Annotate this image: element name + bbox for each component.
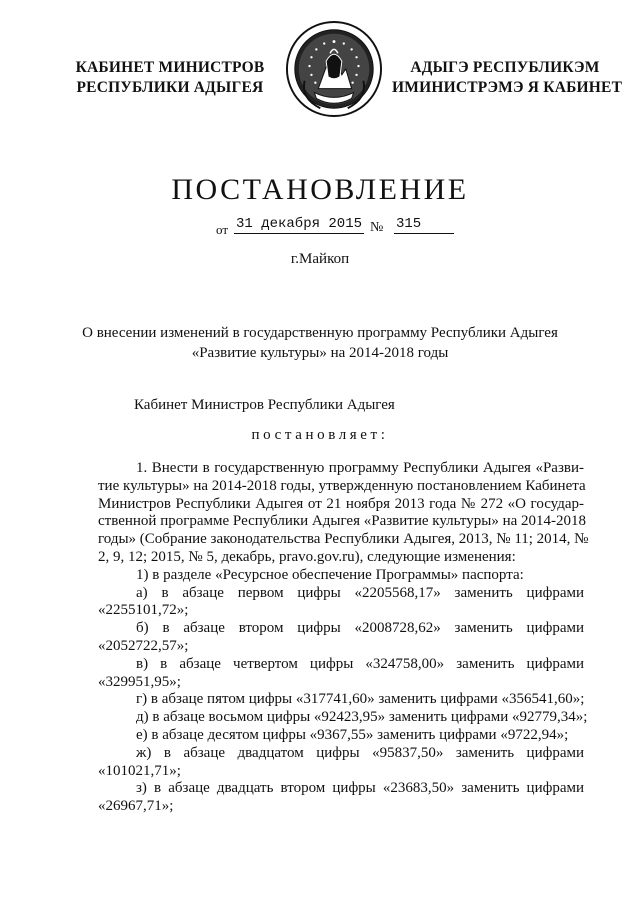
decree-word: постановляет: xyxy=(251,427,389,443)
body-text-line: Министров Республики Адыгея от 21 ноября 2013 года № 272 «О государ- xyxy=(98,495,584,512)
body-text-line: «2255101,72»; xyxy=(98,602,189,619)
header-left-line-2: РЕСПУБЛИКИ АДЫГЕЯ xyxy=(76,79,264,96)
body-text-line: годы» (Собрание законодательства Республики Адыгея, 2013, № 11; 2014, № xyxy=(98,531,589,548)
city-name: г.Майкоп xyxy=(290,251,350,267)
body-text-line: ственной программе Республики Адыгея «Развитие культуры» на 2014-2018 xyxy=(98,513,587,530)
body-text-line: тие культуры» на 2014-2018 годы, утвержденную постановлением Кабинета xyxy=(98,477,586,494)
header-right-line-2: ИМИНИСТРЭМЭ Я КАБИНЕТ xyxy=(392,79,623,96)
date-prefix: от xyxy=(216,222,229,237)
body-text-line: в) в абзаце четвертом цифры «324758,00» заменить цифрами xyxy=(136,655,584,672)
document-subject xyxy=(60,323,580,363)
header-right-org xyxy=(392,58,623,98)
body-text-line: 2, 9, 12; 2015, № 5, декабрь, pravo.gov.ru), следующие изменения: xyxy=(98,548,516,565)
body-text-line: а) в абзаце первом цифры «2205568,17» заменить цифрами xyxy=(136,584,584,601)
header-right-line-1: АДЫГЭ РЕСПУБЛИКЭМ xyxy=(410,59,600,76)
document-number: 315 xyxy=(394,216,454,234)
document-body xyxy=(98,460,589,816)
header-left-line-1: КАБИНЕТ МИНИСТРОВ xyxy=(75,59,265,76)
number-prefix: № xyxy=(370,220,384,235)
body-text-line: б) в абзаце втором цифры «2008728,62» заменить цифрами xyxy=(136,620,584,637)
date-number-line xyxy=(216,216,456,238)
issuing-body: Кабинет Министров Республики Адыгея xyxy=(134,397,395,413)
body-text-line: «26967,71»; xyxy=(98,798,174,815)
header-left-org xyxy=(72,58,268,98)
body-text-line: з) в абзаце двадцать втором цифры «23683,50» заменить цифрами xyxy=(136,780,584,797)
document-date: 31 декабря 2015 xyxy=(235,216,363,232)
body-text-line: 1) в разделе «Ресурсное обеспечение Программы» паспорта: xyxy=(136,566,524,583)
body-text-line: д) в абзаце восьмом цифры «92423,95» заменить цифрами «92779,34»; xyxy=(136,709,588,726)
body-text-line: «329951,95»; xyxy=(98,673,181,690)
body-text-line: «2052722,57»; xyxy=(98,637,189,654)
body-text-line: 1. Внести в государственную программу Республики Адыгея «Разви- xyxy=(136,460,584,476)
subject-line-1: О внесении изменений в государственную программу Республики Адыгея xyxy=(82,325,558,341)
body-text-line: е) в абзаце десятом цифры «9367,55» заменить цифрами «9722,94»; xyxy=(136,726,569,743)
document-type-title: ПОСТАНОВЛЕНИЕ xyxy=(171,173,469,206)
body-text-line: ж) в абзаце двадцатом цифры «95837,50» заменить цифрами xyxy=(136,744,584,761)
coat-of-arms-emblem xyxy=(285,20,383,118)
body-text-line: г) в абзаце пятом цифры «317741,60» заменить цифрами «356541,60»; xyxy=(136,691,585,708)
subject-line-2: «Развитие культуры» на 2014-2018 годы xyxy=(191,345,449,361)
body-text-line: «101021,71»; xyxy=(98,762,181,779)
